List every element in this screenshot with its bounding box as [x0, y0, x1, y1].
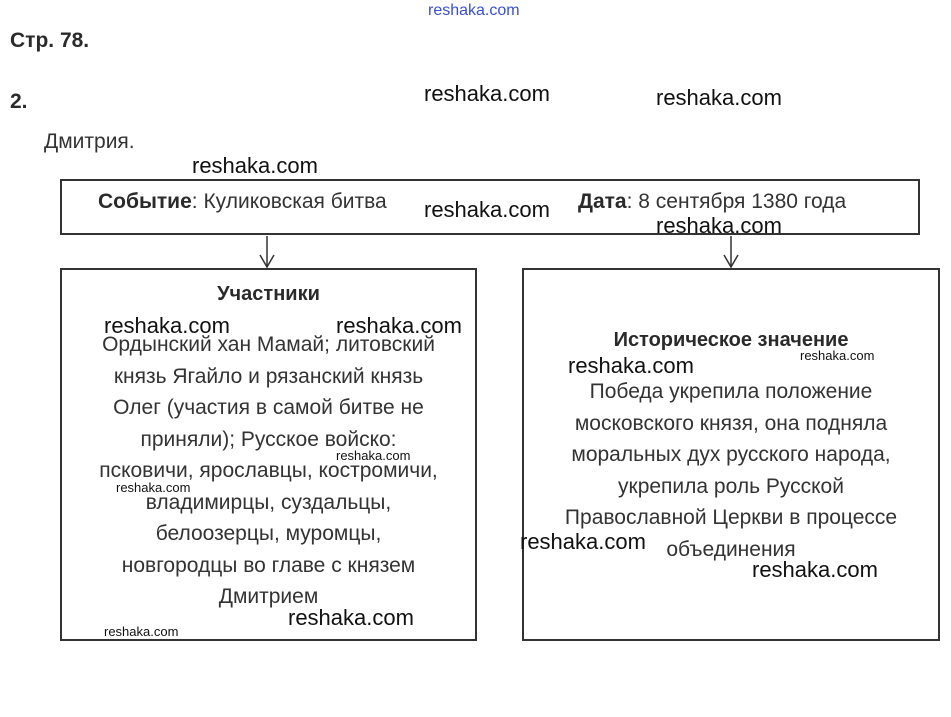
watermark: reshaka.com [288, 605, 414, 630]
watermark: reshaka.com [336, 313, 462, 338]
date-value: : 8 сентября 1380 года [626, 190, 847, 213]
watermark: reshaka.com [116, 480, 191, 495]
watermark: reshaka.com [800, 348, 875, 363]
watermark: reshaka.com [568, 353, 694, 378]
significance-line: Православной Церкви в процессе [564, 506, 898, 529]
date-label: Дата [578, 190, 627, 213]
watermark: reshaka.com [656, 213, 782, 238]
watermark: reshaka.com [336, 448, 411, 463]
participants-line: новгородцы во главе с князем [121, 553, 416, 577]
intro-text: Дмитрия. [44, 130, 135, 153]
significance-title: Историческое значение [613, 329, 849, 351]
significance-line: укрепила роль Русской [618, 474, 844, 498]
watermark: reshaka.com [656, 85, 782, 110]
participants-text [68, 329, 469, 613]
participants-line: белоозерцы, муромцы, [155, 522, 382, 545]
watermark: reshaka.com [424, 81, 550, 106]
participants-line: владимирцы, суздальцы, [145, 490, 392, 514]
watermark: reshaka.com [428, 2, 520, 19]
participants-line: псковичи, ярославцы, костромичи, [99, 459, 438, 482]
watermark: reshaka.com [752, 557, 878, 582]
watermark: reshaka.com [104, 624, 179, 639]
task-number: 2. [10, 90, 28, 113]
watermark: reshaka.com [104, 313, 230, 338]
watermark: reshaka.com [520, 529, 646, 554]
significance-line: московского князя, она подняла [574, 411, 888, 435]
participants-line: Дмитрием [218, 585, 319, 608]
participants-line: Олег (участия в самой битве не [113, 396, 424, 419]
watermark: reshaka.com [192, 153, 318, 178]
watermark: reshaka.com [424, 197, 550, 222]
event-value: : Куликовская битва [191, 190, 387, 213]
participants-line: приняли); Русское войско: [140, 427, 397, 451]
significance-line: моральных дух русского народа, [571, 443, 891, 466]
significance-line: Победа укрепила положение [589, 380, 873, 403]
event-label: Событие [98, 190, 192, 213]
page-number: Стр. 78. [10, 29, 90, 52]
participants-line: Ордынский хан Мамай; литовский [102, 333, 435, 356]
participants-line: князь Ягайло и рязанский князь [113, 364, 424, 388]
participants-title: Участники [217, 283, 320, 305]
significance-box [522, 268, 940, 641]
significance-line: объединения [666, 537, 796, 561]
